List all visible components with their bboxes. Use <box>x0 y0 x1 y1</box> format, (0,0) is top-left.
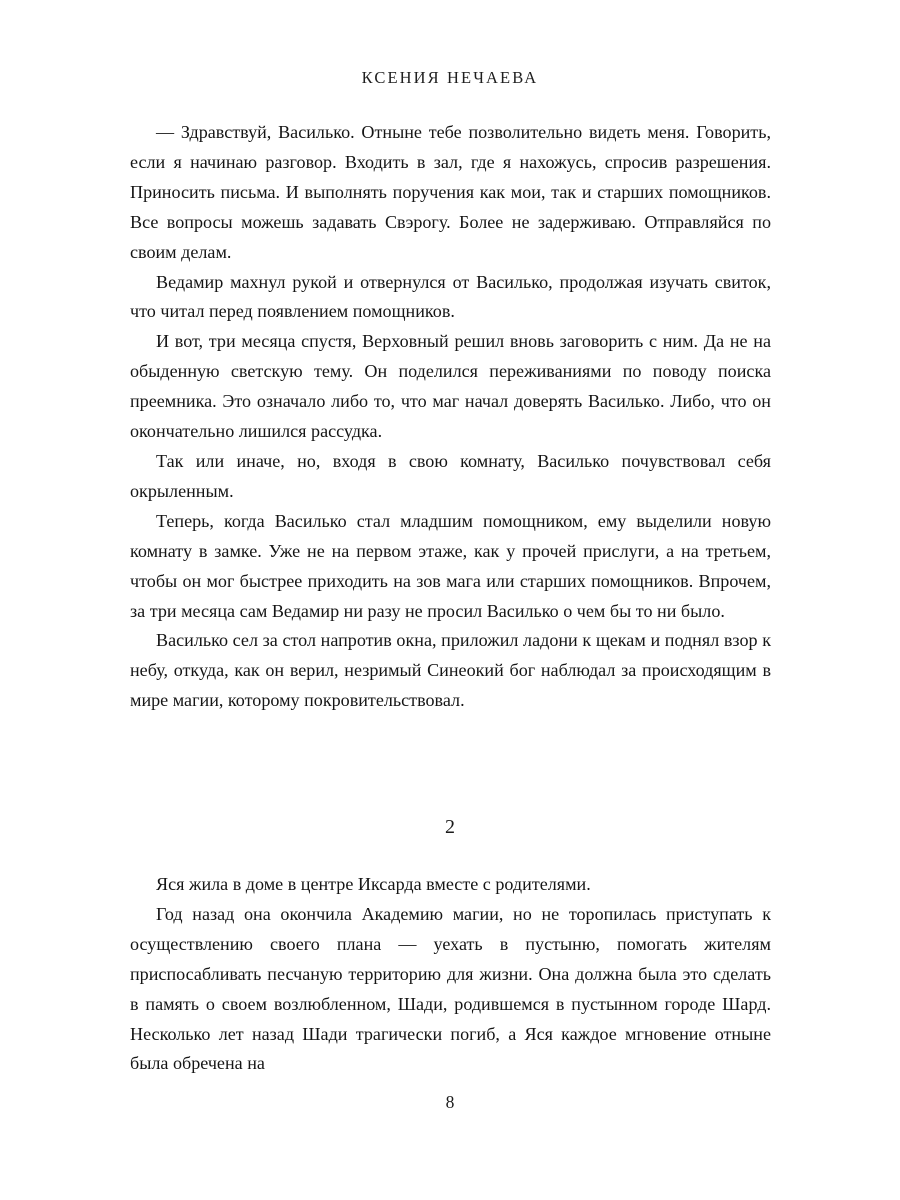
paragraph: И вот, три месяца спустя, Верховный решил вновь заговорить с ним. Да не на обыденную светскую тему. Он поделился переживаниями по поводу поиска преемника. Это означало либо то, что маг начал доверять Василько. Либо, что он окончательно лишился рассудка. <box>130 331 771 442</box>
paragraph: — Здравствуй, Василько. Отныне тебе позволительно видеть меня. Говорить, если я начинаю разговор. Входить в зал, где я нахожусь, спросив разрешения. Приносить письма. И выполнять поручения как мои, так и старших помощников. Все вопросы можешь задавать Свэрогу. Более не задерживаю. Отправляйся по своим делам. <box>130 122 771 262</box>
chapter-number: 2 <box>445 816 455 838</box>
paragraph: Ведамир махнул рукой и отвернулся от Василько, продолжая изучать свиток, что читал перед появлением помощников. <box>130 271 771 322</box>
paragraph: Василько сел за стол напротив окна, приложил ладони к щекам и поднял взор к небу, откуда, как он верил, незримый Синеокий бог наблюдал за происходящим в мире магии, которому покровительствовал. <box>130 630 771 711</box>
paragraph: Год назад она окончила Академию магии, но не торопилась приступать к осуществлению своего плана — уехать в пустыню, помогать жителям приспосабливать песчаную территорию для жизни. Она должна была это сделать в память о своем возлюбленном, Шади, родившемся в пустынном городе Шард. Несколько лет назад Шади трагически погиб, а Яся каждое мгновение отныне была обречена на <box>130 903 771 1074</box>
running-head: КСЕНИЯ НЕЧАЕВА <box>361 68 539 87</box>
body-text-section-two <box>130 870 771 1079</box>
paragraph: Яся жила в доме в центре Иксарда вместе с родителями. <box>156 874 591 894</box>
paragraph: Так или иначе, но, входя в свою комнату, Василько почувствовал себя окрыленным. <box>130 450 771 501</box>
body-text-section-one <box>130 118 771 716</box>
paragraph: Теперь, когда Василько стал младшим помощником, ему выделили новую комнату в замке. Уже не на первом этаже, как у прочей прислуги, а на третьем, чтобы он мог быстрее приходить на зов мага или старших помощников. Впрочем, за три месяца сам Ведамир ни разу не просил Василько о чем бы то ни было. <box>130 510 771 621</box>
page-number: 8 <box>445 1092 455 1112</box>
